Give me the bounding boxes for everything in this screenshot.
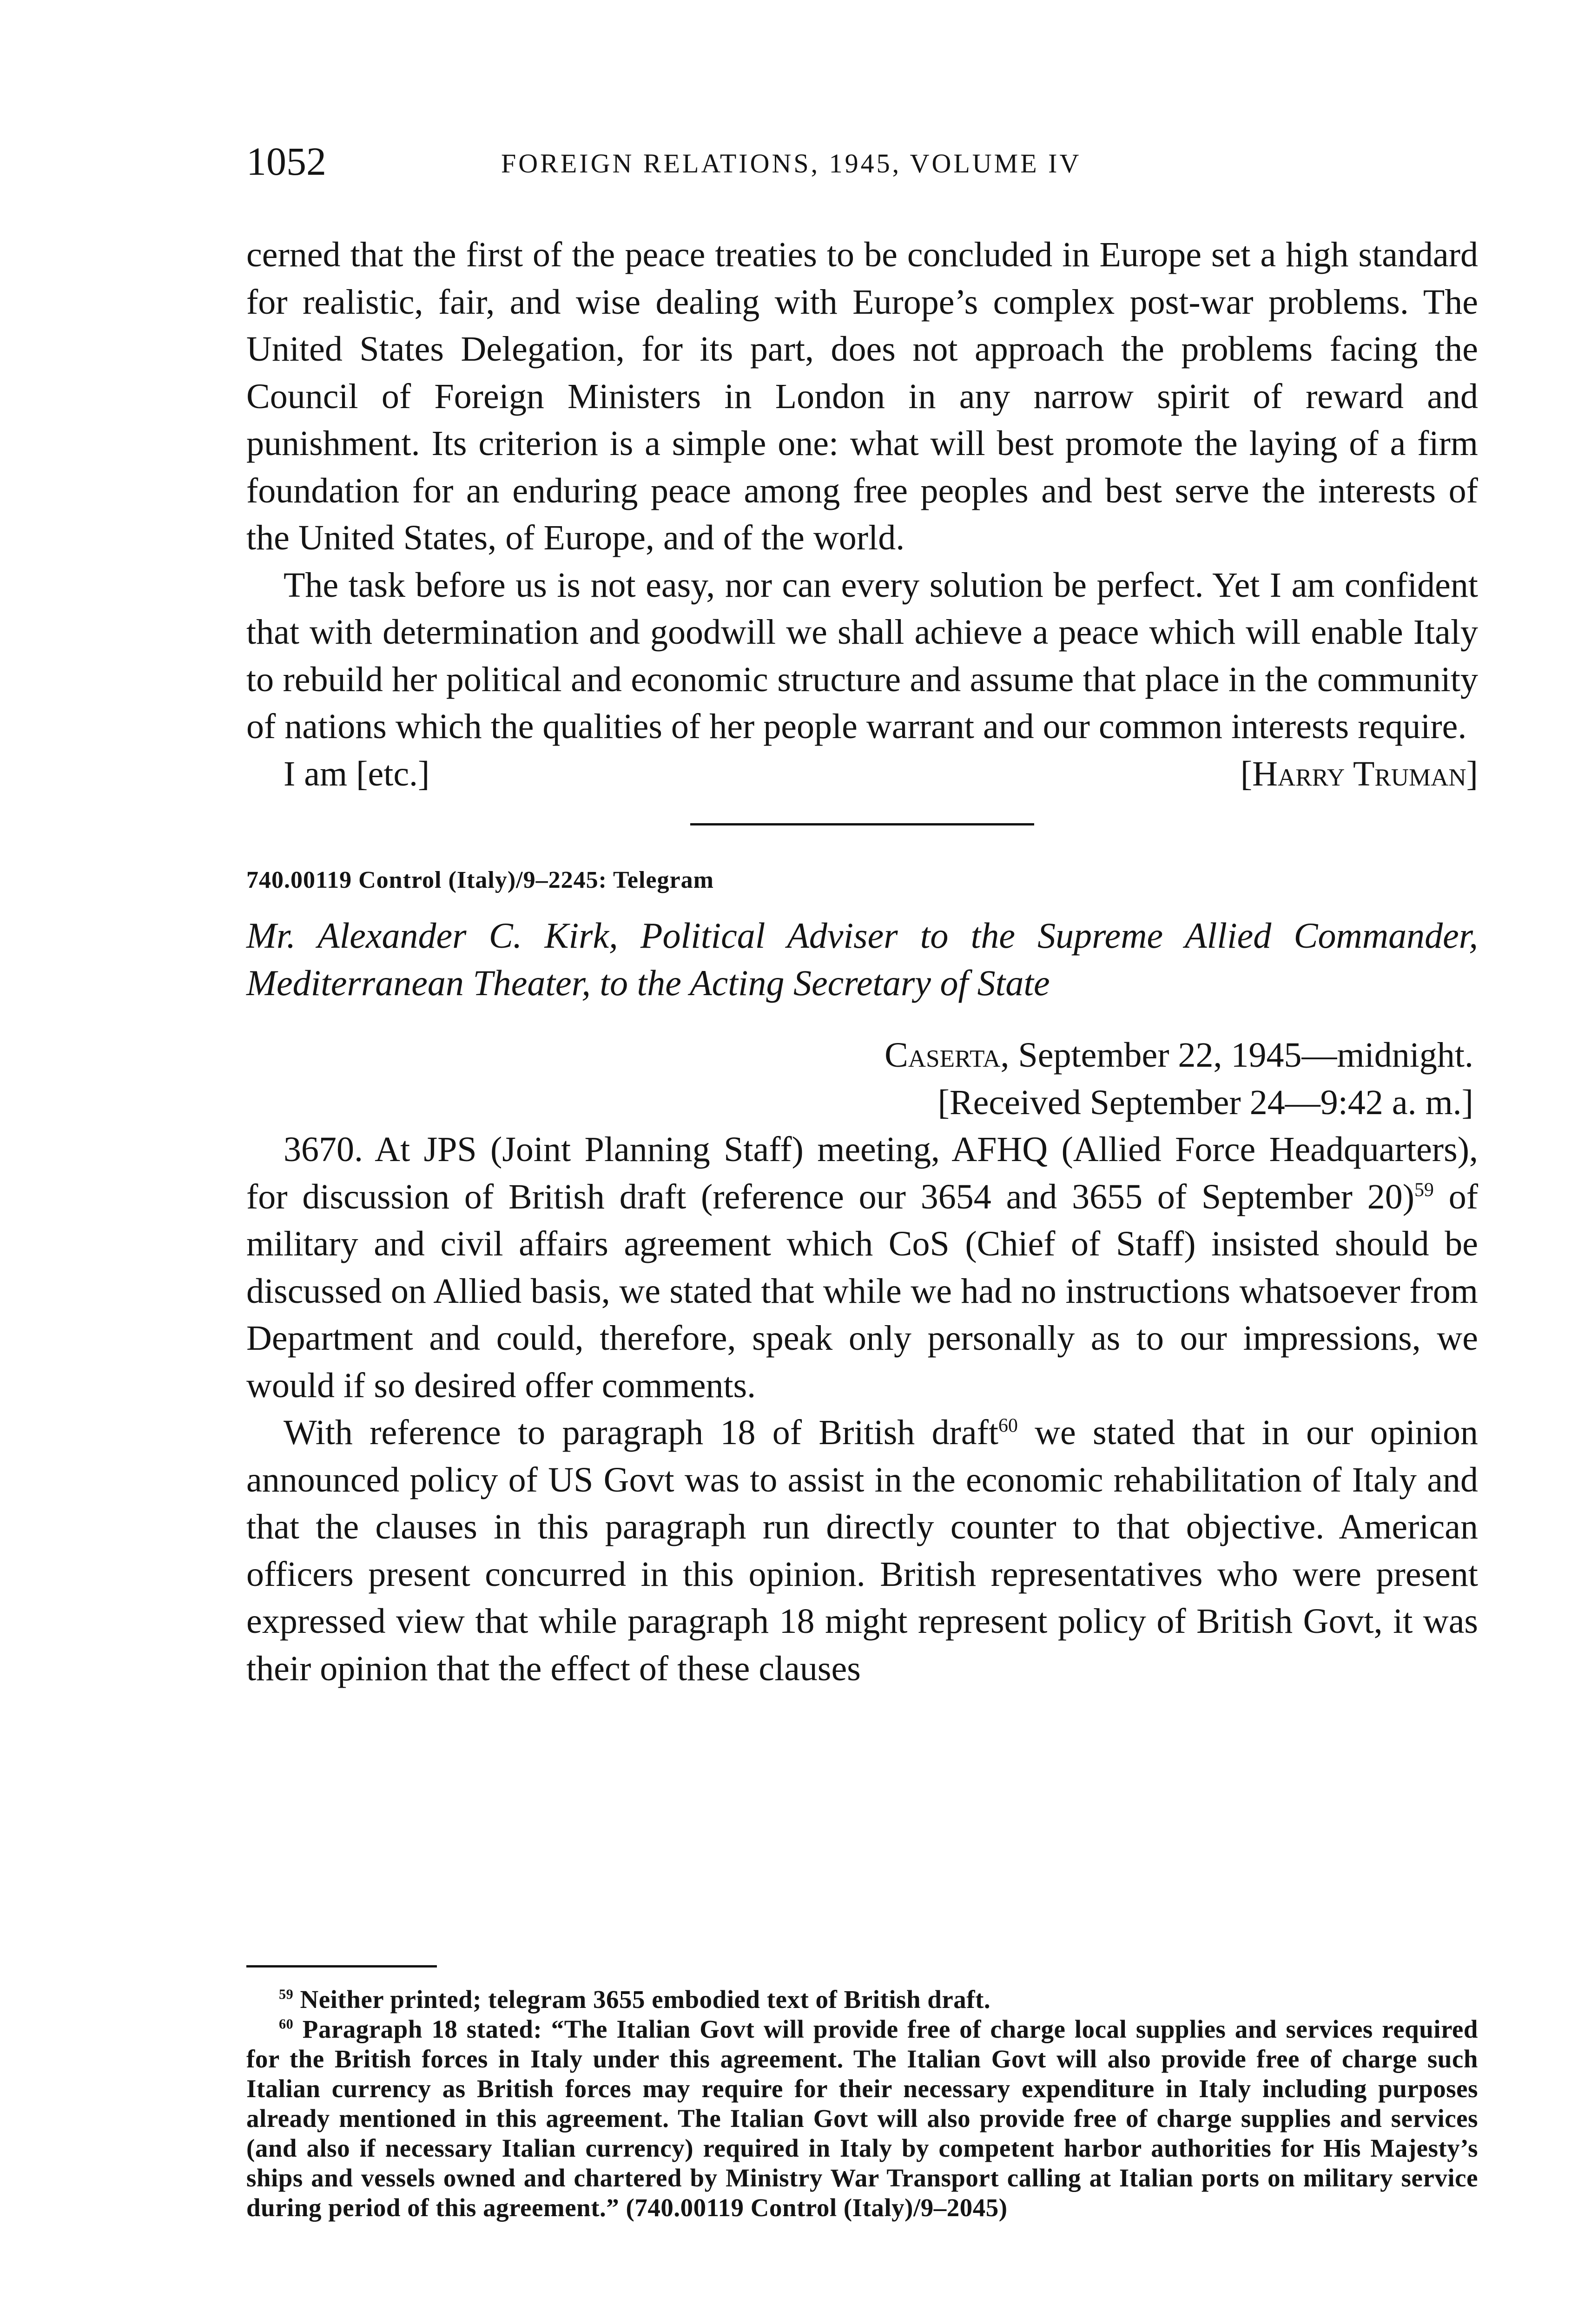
footnote-marker: 60 [279, 2016, 294, 2032]
letter-paragraph: The task before us is not easy, nor can every solution be perfect. Yet I am confident that with determination and goodwill we shall achieve a peace which will enable Italy to rebuild her political and economic structure and assume that place in the community of nations which the qualities of her people warrant and our common interests require. [246, 565, 1478, 746]
footnote [246, 1985, 1478, 2014]
dateline-place: Caserta [885, 1036, 1001, 1075]
footnote-ref: 59 [1414, 1179, 1434, 1201]
signature: [Harry Truman] [1240, 754, 1478, 793]
footnote-rule [246, 1965, 437, 1967]
footnotes [246, 1985, 1478, 2223]
document-title: Mr. Alexander C. Kirk, Political Adviser to the Supreme Allied Commander, Mediterranean Theater, to the Acting Secretary of State [246, 915, 1478, 1003]
dateline [246, 1032, 1478, 1079]
footnote-text: Paragraph 18 stated: “The Italian Govt will provide free of charge local supplies and services required for the British forces in Italy under this agreement. The Italian Govt will also provide free of charge such Italian currency as British forces may require for their necessary expenditure in Italy including purposes already mentioned in this agreement. The Italian Govt will also provide free of charge supplies and services (and also if necessary Italian currency) required in Italy by competent harbor authorities for His Majesty’s ships and vessels owned and chartered by Ministry War Transport calling at Italian ports on military service during period of this agreement.” (740.00119 Control (Italy)/9–2045) [246, 2015, 1478, 2222]
page-header [246, 136, 1478, 187]
dateline-date: , September 22, 1945—midnight. [1000, 1036, 1473, 1075]
telegram-paragraph-text: of military and civil affairs agreement which CoS (Chief of Staff) insisted should be discussed on Allied basis, we stated that while we had no instructions whatsoever from Department and could, therefore, speak only personally as to our impressions, we would if so desired offer comments. [246, 1177, 1479, 1405]
footnote-marker: 59 [279, 1986, 294, 2002]
telegram-paragraph [246, 1409, 1478, 1692]
section-divider [690, 823, 1034, 825]
telegram-paragraph-text: we stated that in our opinion announced policy of US Govt was to assist in the economic rehabilitation of Italy and that the clauses in this paragraph run directly counter to that objective. American officers present concurred in this opinion. British representatives who were present expressed view that while paragraph 18 might represent policy of British Govt, it was their opinion that the effect of these clauses [246, 1413, 1478, 1688]
telegram-paragraph [246, 1126, 1478, 1409]
file-reference: 740.00119 Control (Italy)/9–2245: Telegram [246, 867, 714, 893]
body-text [246, 231, 1478, 1692]
letter-continuation-paragraph: cerned that the first of the peace treaties to be concluded in Europe set a high standard for realistic, fair, and wise dealing with Europe’s complex post-war problems. The United States Delegation, for its part, does not approach the problems facing the Council of Foreign Ministers in London in any narrow spirit of reward and punishment. Its criterion is a simple one: what will best promote the laying of a firm foundation for an enduring peace among free peoples and best serve the interests of the United States, of Europe, and of the world. [246, 235, 1478, 557]
telegram-paragraph-text: 3670. At JPS (Joint Planning Staff) meeting, AFHQ (Allied Force Headquarters), for discussion of British draft (reference our 3654 and 3655 of September 20) [246, 1130, 1478, 1216]
letter-closing [246, 751, 1478, 798]
page-number: 1052 [246, 139, 326, 184]
running-head: FOREIGN RELATIONS, 1945, VOLUME IV [501, 148, 1082, 178]
complimentary-close: I am [etc.] [284, 754, 430, 793]
footnote-ref: 60 [998, 1415, 1018, 1437]
footnote [246, 2014, 1478, 2223]
received-note: [Received September 24—9:42 a. m.] [937, 1083, 1473, 1122]
telegram-paragraph-text: With reference to paragraph 18 of British draft [284, 1413, 999, 1452]
footnote-text: Neither printed; telegram 3655 embodied text of British draft. [300, 1985, 991, 2014]
